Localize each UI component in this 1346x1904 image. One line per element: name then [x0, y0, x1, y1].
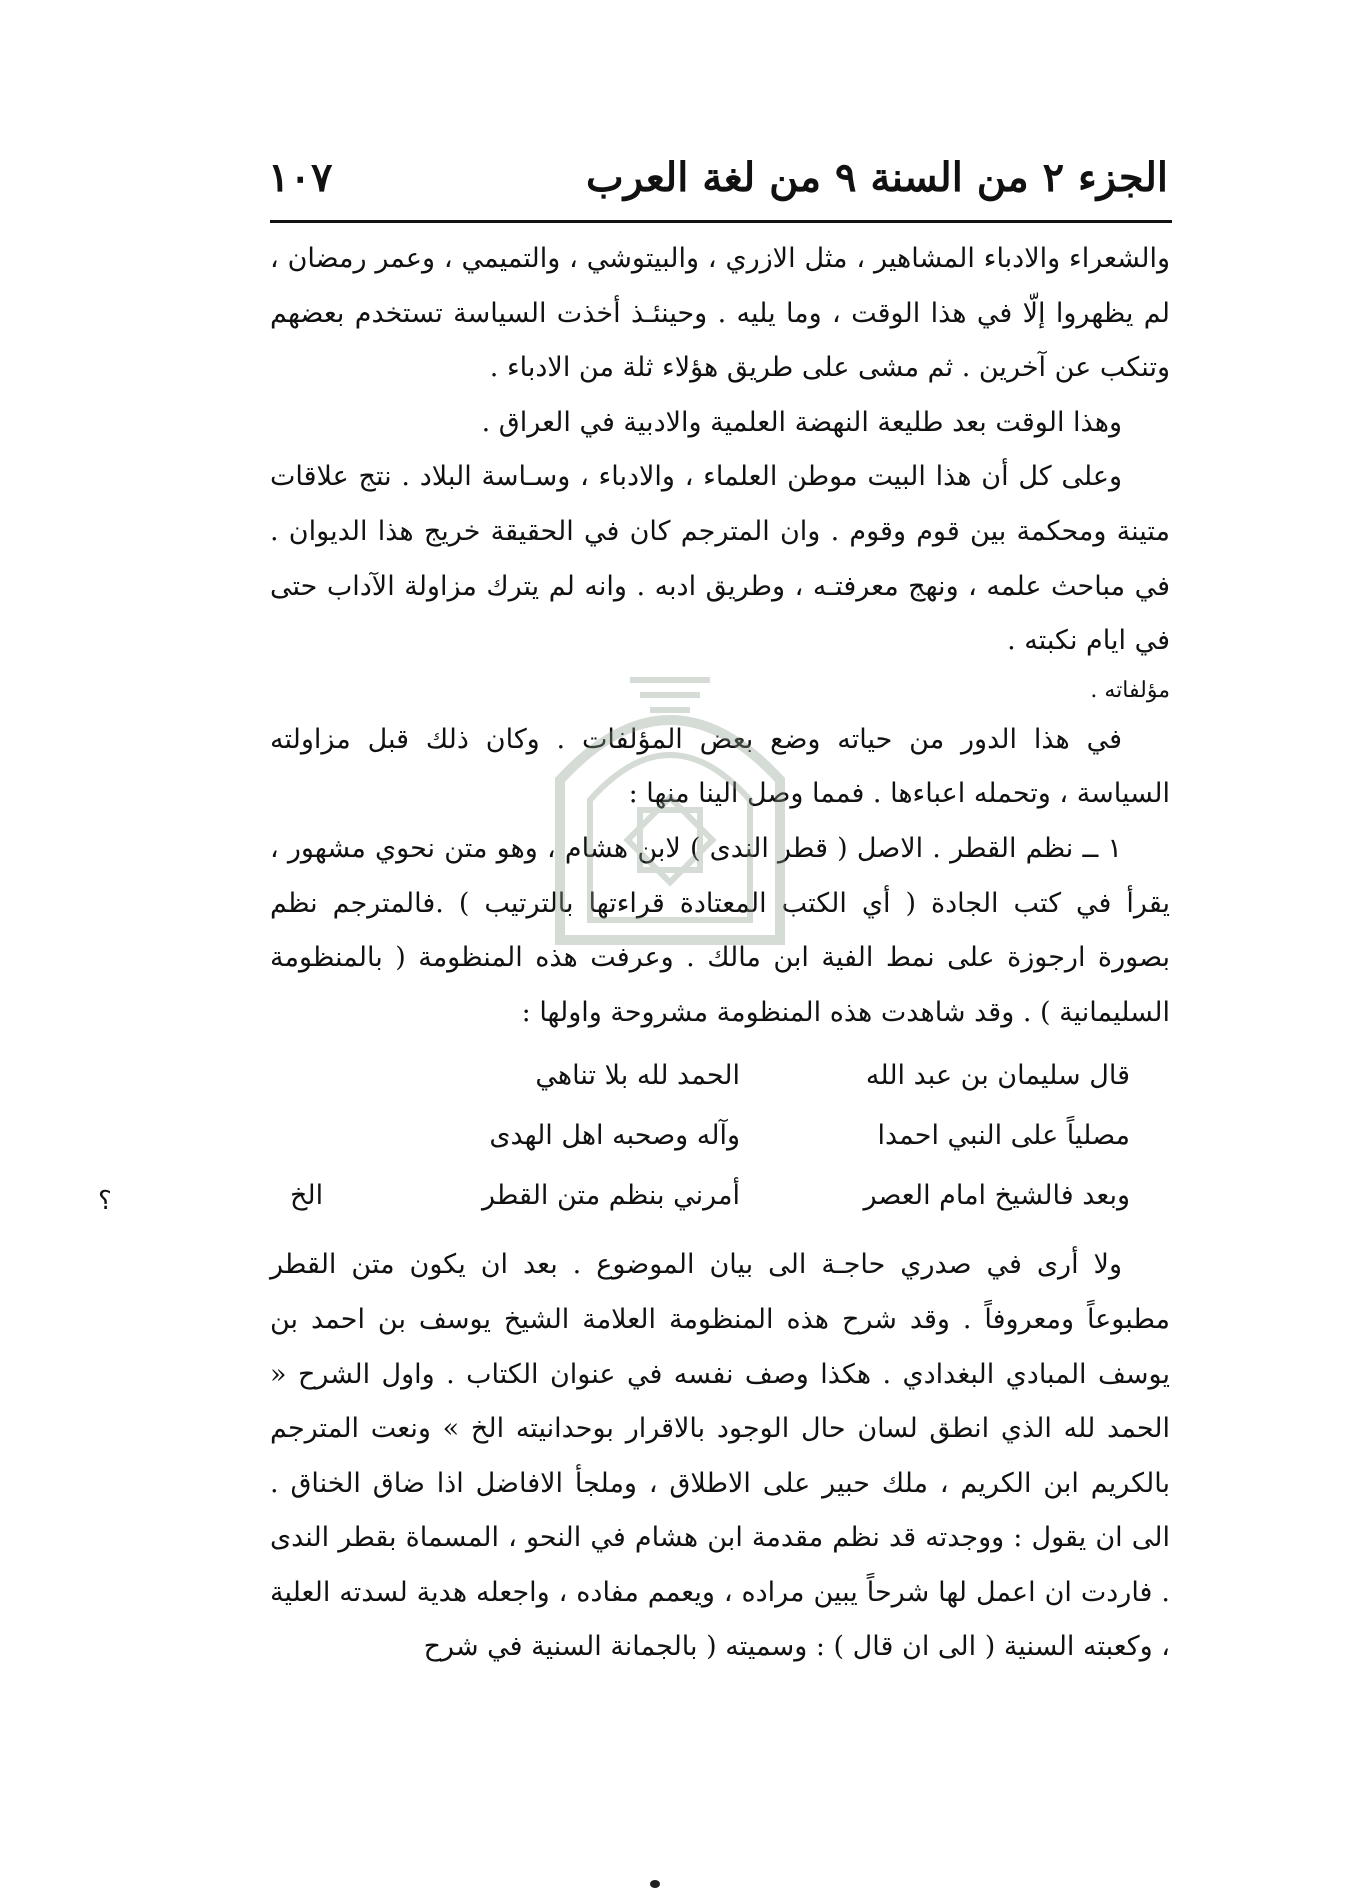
- verse-first-hemistich: قال سليمان بن عبد الله: [865, 1060, 1130, 1092]
- section-heading: مؤلفاته .: [1090, 677, 1170, 703]
- paragraph: والشعراء والادباء المشاهير ، مثل الازري ، والبيتوشي ، والتميمي ، وعمر رمضان ، لم يظهروا إلّا في هذا الوقت ، وما يليه . وحينئـذ أخذت السياسة تستخدم بعضهم وتنكب عن آخرين . ثم مشى على طريق هؤلاء ثلة من الادباء .: [270, 243, 1170, 384]
- verse-second-hemistich: أمرني بنظم متن القطر: [481, 1180, 740, 1212]
- verse-end-note: [290, 1106, 350, 1166]
- verse-first-hemistich: مصلياً على النبي احمدا: [877, 1120, 1130, 1152]
- poem-verse: [270, 1106, 1170, 1166]
- running-header: [268, 148, 1168, 218]
- paragraph: ولا أرى في صدري حاجـة الى بيان الموضوع . بعد ان يكون متن القطر مطبوعاً ومعروفاً . وقد شرح هذه المنظومة العلامة الشيخ يوسف بن احمد بن يوسف المبادي البغدادي . هكذا وصف نفسه في عنوان الكتاب . واول الشرح « الحمد لله الذي انطق لسان حال الوجود بالاقرار بوحدانيته الخ » ونعت المترجم بالكريم ابن الكريم ، ملك حبير على الاطلاق ، وملجأ الافاضل اذا ضاق الخناق . الى ان يقول : ووجدته قد نظم مقدمة ابن هشام في النحو ، المسماة بقطر الندى . فاردت ان اعمل لها شرحاً يبين مراده ، ويعمم مفاده ، واجعله هدية لسدته العلية ، وكعبته السنية ( الى ان قال ) : وسميته ( بالجمانة السنية في شرح: [270, 1249, 1170, 1663]
- paragraph: وعلى كل أن هذا البيت موطن العلماء ، والادباء ، وسـاسة البلاد . نتج علاقات متينة ومحكمة بين قوم وقوم . وان المترجم كان في الحقيقة خريج هذا الديوان . في مباحث علمه ، ونهج معرفتـه ، وطريق ادبه . وانه لم يترك مزاولة الآداب حتى في ايام نكبته .: [270, 461, 1170, 657]
- verse-first-hemistich: وبعد فالشيخ امام العصر: [863, 1180, 1130, 1212]
- verse-end-note: [290, 1046, 350, 1106]
- verse-second-hemistich: وآله وصحبه اهل الهدى: [489, 1120, 740, 1152]
- header-rule: [270, 220, 1172, 223]
- paragraph: وهذا الوقت بعد طليعة النهضة العلمية والادبية في العراق .: [481, 406, 1122, 438]
- library-watermark-icon: [520, 640, 820, 970]
- paragraph: في هذا الدور من حياته وضع بعض المؤلفات . وكان ذلك قبل مزاولته السياسة ، وتحمله اعباءها . فمما وصل الينا منها :: [270, 723, 1170, 810]
- poem-verse: [270, 1166, 1170, 1226]
- header-title: الجزء ٢ من السنة ٩ من لغة العرب: [586, 154, 1168, 201]
- paragraph: ١ ــ نظم القطر . الاصل ( قطر الندى ) لابن هشام ، وهو متن نحوي مشهور ، يقرأ في كتب الجادة ( أي الكتب المعتادة قراءتها بالترتيب ) .فالمترجم نظم بصورة ارجوزة على نمط الفية ابن مالك . وعرفت هذه المنظومة ( بالمنظومة السليمانية ) . وقد شاهدت هذه المنظومة مشروحة واولها :: [270, 832, 1170, 1028]
- verse-end-note: الخ: [290, 1180, 324, 1212]
- poem: [270, 1046, 1170, 1226]
- poem-verse: [270, 1046, 1170, 1106]
- margin-mark: ؟: [98, 1186, 112, 1216]
- verse-second-hemistich: الحمد لله بلا تناهي: [535, 1060, 740, 1092]
- page-number: ١٠٧: [268, 154, 333, 201]
- page-speck: [650, 1880, 660, 1888]
